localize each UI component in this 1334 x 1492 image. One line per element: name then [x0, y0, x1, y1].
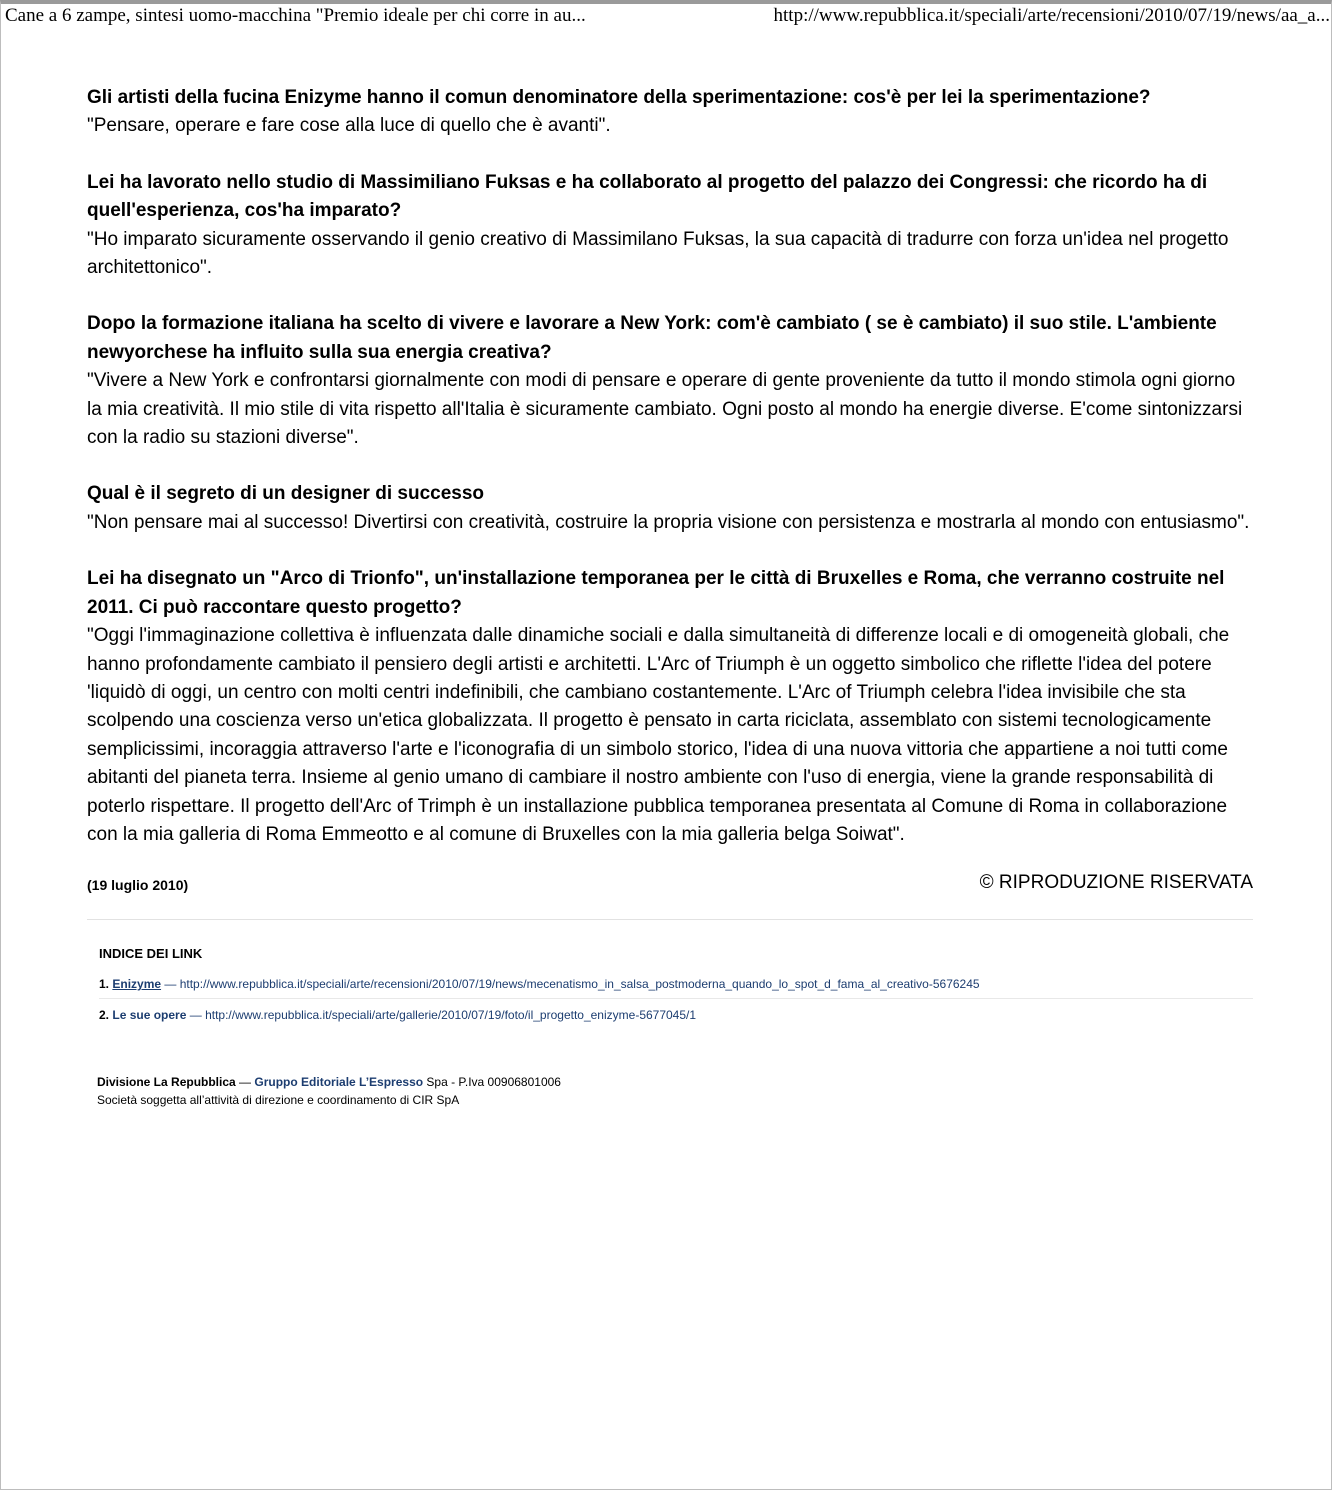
link-url[interactable]: http://www.repubblica.it/speciali/arte/recensioni/2010/07/19/news/mecenatismo_in_salsa_postmoderna_quando_lo_spot_d_fama_al_creativo-5676245	[179, 977, 980, 992]
article-content	[87, 84, 1253, 1109]
article-date: (19 luglio 2010)	[87, 877, 189, 894]
interview-answer: "Oggi l'immaginazione collettiva è influenzata dalle dinamiche sociali e dalla simultaneità di differenze locali e di omogeneità globali, che hanno profondamente cambiato il pensiero degli artisti e architetti. L'Arc of Triumph è un oggetto simbolico che riflette l'idea del potere 'liquidò di oggi, un centro con molti centri indefinibili, che cambiano costantemente. L'Arc of Triumph celebra l'idea invisibile che sta scolpendo una coscienza verso un'etica globalizzata. Il progetto è pensato in carta riciclata, assemblato con sistemi tecnologicamente semplicissimi, incoraggia attraverso l'arte e l'iconografia di un simbolo storico, l'idea di una nuova vittoria che appartiene a noi tutti come abitanti del pianeta terra. Insieme al genio umano di cambiare il nostro ambiente con l'uso di energia, viene la grande responsabilità di poterlo rispettare. Il progetto dell'Arc of Trimph è un installazione pubblica temporanea presentata al Comune di Roma in collaborazione con la mia galleria di Roma Emmeotto e al comune di Bruxelles con la mia galleria belga Soiwat".	[87, 625, 1230, 845]
interview-question: Lei ha disegnato un "Arco di Trionfo", un'installazione temporanea per le città di Bruxelles e Roma, che verranno costruite nel 2011. Ci può raccontare questo progetto?	[87, 568, 1225, 618]
copyright-notice: © RIPRODUZIONE RISERVATA	[979, 872, 1253, 894]
interview-block	[87, 480, 1253, 537]
interview-block	[87, 84, 1253, 141]
links-index-title: INDICE DEI LINK	[99, 946, 203, 962]
group-link[interactable]: Gruppo Editoriale L’Espresso	[254, 1075, 424, 1090]
link-label-le-sue-opere[interactable]: Le sue opere	[112, 1008, 187, 1023]
link-number: 1.	[99, 977, 110, 992]
interview-answer: "Vivere a New York e confrontarsi giornalmente con modi di pensare e operare di gente proveniente da tutto il mondo stimola ogni giorno la mia creatività. Il mio stile di vita rispetto all'Italia è sicuramente cambiato. Ogni posto al mondo ha energie diverse. E'come sintonizzarsi con la radio su stazioni diverse".	[87, 370, 1243, 449]
link-label-enizyme[interactable]: Enizyme	[112, 977, 162, 992]
page-title: Cane a 6 zampe, sintesi uomo-macchina "Premio ideale per chi corre in au...	[5, 5, 586, 26]
interview-question: Gli artisti della fucina Enizyme hanno il comun denominatore della sperimentazione: cos'è per lei la sperimentazione?	[87, 87, 1151, 108]
link-separator: —	[186, 1008, 206, 1023]
interview-answer: "Pensare, operare e fare cose alla luce di quello che è avanti".	[87, 115, 611, 137]
division-name: Divisione La Repubblica	[97, 1075, 236, 1090]
page-url: http://www.repubblica.it/speciali/arte/recensioni/2010/07/19/news/aa_a...	[773, 5, 1330, 26]
company-separator: —	[235, 1075, 255, 1090]
interview-block	[87, 310, 1253, 452]
links-index	[87, 920, 1253, 1029]
link-item	[99, 973, 1253, 998]
article-footer	[87, 867, 1253, 901]
interview-answer: "Non pensare mai al successo! Divertirsi con creatività, costruire la propria visione con persistenza e mostrarla al mondo con entusiasmo".	[87, 511, 1250, 533]
interview-answer: "Ho imparato sicuramente osservando il genio creativo di Massimilano Fuksas, la sua capacità di tradurre con forza un'idea nel progetto architettonico".	[87, 228, 1229, 279]
company-line-1	[97, 1073, 1253, 1091]
company-info	[97, 1073, 1253, 1109]
link-separator: —	[161, 977, 180, 992]
interview-question: Lei ha lavorato nello studio di Massimiliano Fuksas e ha collaborato al progetto del palazzo dei Congressi: che ricordo ha di quell'esperienza, cos'ha imparato?	[87, 171, 1208, 222]
link-url[interactable]: http://www.repubblica.it/speciali/arte/gallerie/2010/07/19/foto/il_progetto_enizyme-5677045/1	[205, 1008, 697, 1023]
interview-question: Dopo la formazione italiana ha scelto di vivere e lavorare a New York: com'è cambiato ( se è cambiato) il suo stile. L'ambiente newyorchese ha influito sulla sua energia creativa?	[87, 313, 1217, 363]
print-header	[5, 4, 1330, 30]
interview-question: Qual è il segreto di un designer di successo	[87, 483, 485, 505]
interview-block	[87, 565, 1253, 849]
link-item	[99, 998, 1253, 1029]
company-vat: Spa - P.Iva 00906801006	[423, 1075, 561, 1090]
company-line-2: Società soggetta all’attività di direzione e coordinamento di CIR SpA	[97, 1093, 460, 1108]
interview-block	[87, 169, 1253, 283]
link-number: 2.	[99, 1008, 110, 1023]
